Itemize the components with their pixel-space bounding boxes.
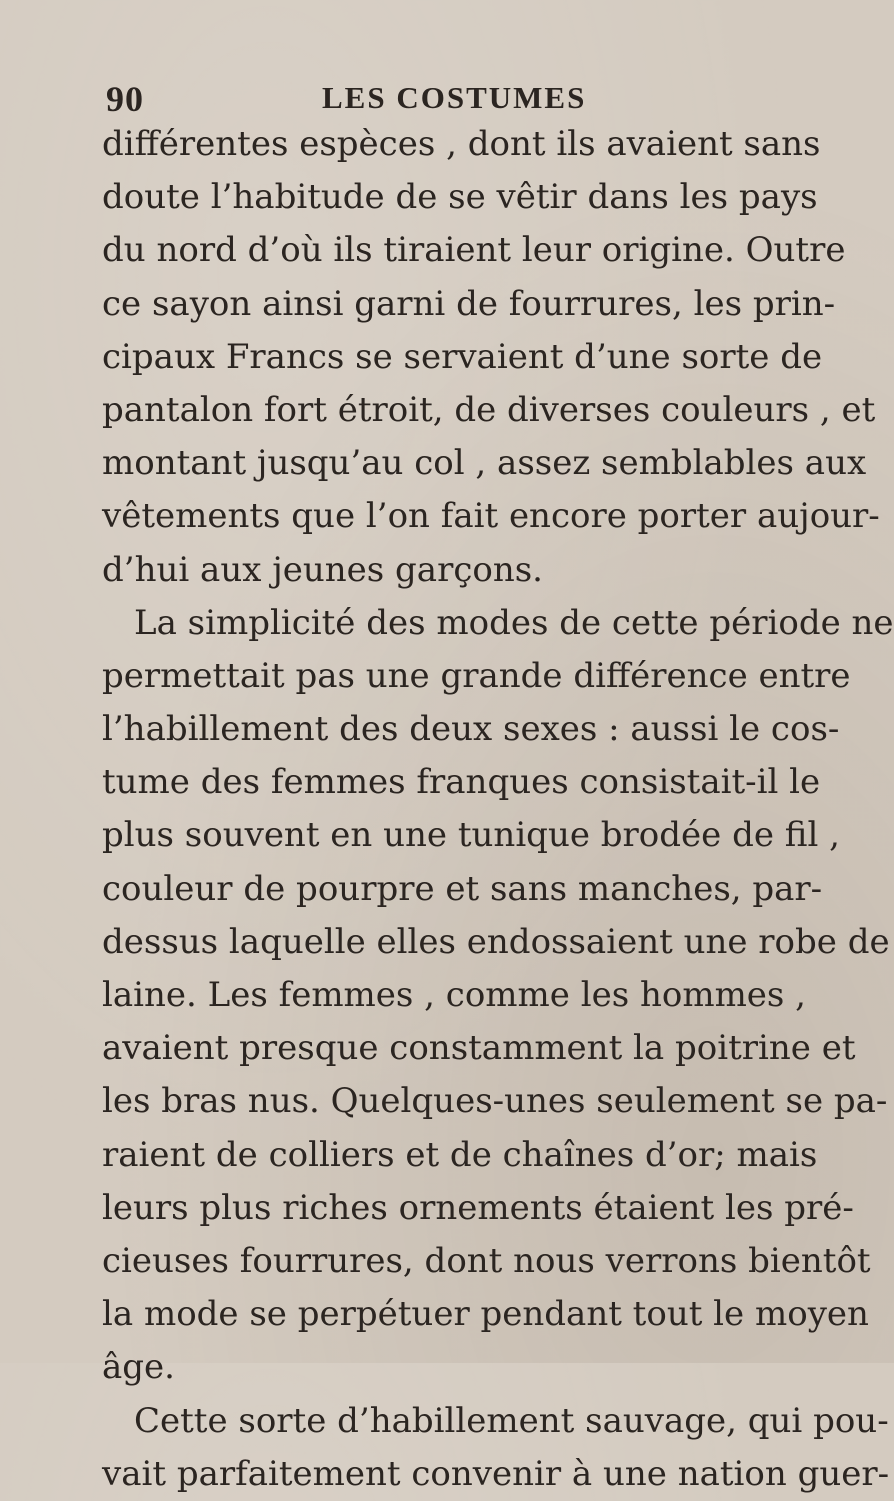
text-line: âge.: [102, 1347, 175, 1388]
text-line: différentes espèces , dont ils avaient sans: [102, 124, 821, 164]
text-line: ce sayon ainsi garni de fourrures, les prin-: [102, 283, 836, 324]
paragraph-first-line: Cette sorte d’habillement sauvage, qui pou-: [134, 1400, 889, 1441]
text-line: du nord d’où ils tiraient leur origine. Outre: [102, 230, 846, 271]
text-line: permettait pas une grande différence entre: [102, 655, 851, 696]
text-line: dessus laquelle elles endossaient une robe de: [102, 921, 890, 962]
text-line: tume des femmes franques consistait-il le: [102, 762, 821, 803]
running-head: [0, 78, 800, 118]
text-line: plus souvent en une tunique brodée de fil ,: [102, 815, 840, 856]
text-line: pantalon fort étroit, de diverses couleurs , et: [102, 389, 876, 430]
text-line: cipaux Francs se servaient d’une sorte de: [102, 336, 823, 377]
body-text: [102, 118, 894, 1501]
text-line: couleur de pourpre et sans manches, par-: [102, 868, 823, 909]
text-line: vait parfaitement convenir à une nation guer-: [102, 1453, 890, 1494]
text-line: la mode se perpétuer pendant tout le moyen: [102, 1294, 869, 1335]
text-line: les bras nus. Quelques-unes seulement se pa-: [102, 1081, 888, 1122]
page-number: 90: [106, 79, 144, 119]
text-line: raient de colliers et de chaînes d’or; mais: [102, 1134, 818, 1175]
text-line: d’hui aux jeunes garçons.: [102, 549, 543, 590]
text-line: vêtements que l’on fait encore porter aujour-: [102, 496, 880, 537]
text-line: doute l’habitude de se vêtir dans les pays: [102, 177, 818, 218]
paragraph-first-line: La simplicité des modes de cette période ne: [134, 602, 894, 643]
text-line: l’habillement des deux sexes : aussi le cos-: [102, 709, 840, 750]
text-line: leurs plus riches ornements étaient les pré-: [102, 1187, 854, 1228]
text-line: montant jusqu’au col , assez semblables aux: [102, 443, 867, 484]
text-line: avaient presque constamment la poitrine et: [102, 1028, 856, 1069]
running-title: LES COSTUMES: [322, 80, 587, 115]
text-line: laine. Les femmes , comme les hommes ,: [102, 975, 806, 1015]
text-line: cieuses fourrures, dont nous verrons bientôt: [102, 1240, 871, 1281]
